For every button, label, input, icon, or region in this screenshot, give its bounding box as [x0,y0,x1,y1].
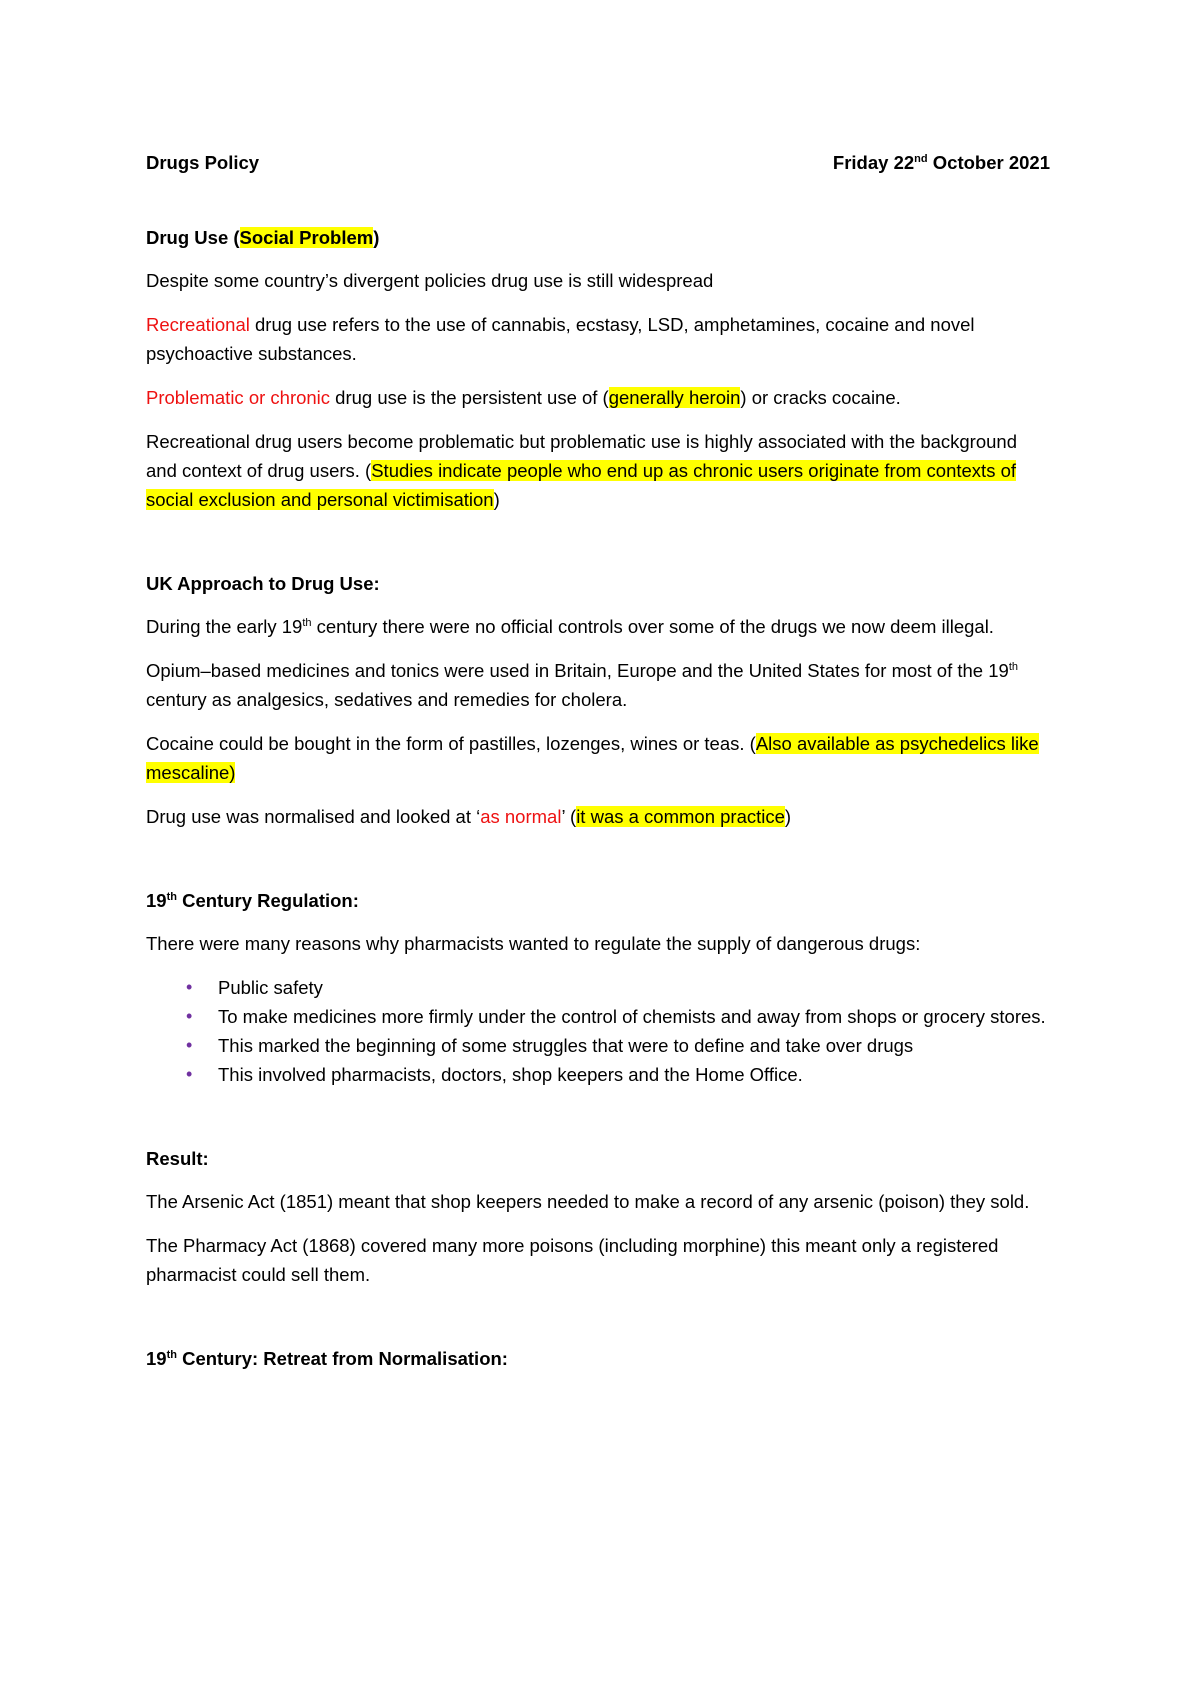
bullet-icon: • [186,1006,193,1026]
red-term: Problematic or chronic [146,387,331,408]
bullet-icon: • [186,1064,193,1084]
paragraph: Drug use was normalised and looked at ‘as normal’ (it was a common practice) [146,806,792,827]
paragraph: Problematic or chronic drug use is the persistent use of (generally heroin) or cracks cocaine. [146,387,901,408]
spacer [146,1304,1050,1344]
section-heading-result: Result: [146,1148,209,1169]
highlight: Social Problem [239,227,374,248]
paragraph: The Pharmacy Act (1868) covered many more poisons (including morphine) this meant only a registered pharmacist could sell them. [146,1235,999,1285]
spacer [146,529,1050,569]
bullet-list [146,973,1050,1089]
section-heading-regulation: 19th Century Regulation: [146,890,359,911]
spacer [146,1104,1050,1144]
bullet-icon: • [186,1035,193,1055]
document-header [146,148,1050,177]
red-term: as normal [480,806,562,827]
list-item: • Public safety [146,973,1050,1002]
list-item: • To make medicines more firmly under the control of chemists and away from shops or grocery stores. [146,1002,1050,1031]
red-term: Recreational [146,314,250,335]
document-date: Friday 22nd October 2021 [832,152,1050,173]
document-title: Drugs Policy [146,152,260,173]
highlight: generally heroin [608,387,741,408]
section-heading-retreat: 19th Century: Retreat from Normalisation: [146,1348,508,1369]
highlight: Studies indicate people who end up as chronic users originate from contexts of social exclusion and personal victimisation [146,460,1017,510]
highlight: Also available as psychedelics like mescaline) [146,733,1039,783]
paragraph: Recreational drug use refers to the use of cannabis, ecstasy, LSD, amphetamines, cocaine and novel psychoactive substances. [146,314,975,364]
bullet-icon: • [186,977,193,997]
list-item: • This involved pharmacists, doctors, shop keepers and the Home Office. [146,1060,1050,1089]
paragraph: Cocaine could be bought in the form of pastilles, lozenges, wines or teas. (Also available as psychedelics like mescaline) [146,733,1039,783]
section-heading-uk-approach: UK Approach to Drug Use: [146,573,380,594]
paragraph: Despite some country’s divergent policies drug use is still widespread [146,270,714,291]
paragraph: There were many reasons why pharmacists wanted to regulate the supply of dangerous drugs: [146,933,921,954]
highlight: it was a common practice [576,806,785,827]
paragraph: During the early 19th century there were no official controls over some of the drugs we now deem illegal. [146,616,994,637]
paragraph: Recreational drug users become problematic but problematic use is highly associated with the background and context of drug users. (Studies indicate people who end up as chronic users originate from contexts of social exclusion and personal victimisation) [146,431,1017,510]
section-heading-drug-use: Drug Use (Social Problem) [146,227,380,248]
paragraph: Opium–based medicines and tonics were used in Britain, Europe and the United States for most of the 19th century as analgesics, sedatives and remedies for cholera. [146,660,1018,710]
list-item: • This marked the beginning of some struggles that were to define and take over drugs [146,1031,1050,1060]
paragraph: The Arsenic Act (1851) meant that shop keepers needed to make a record of any arsenic (poison) they sold. [146,1191,1030,1212]
spacer [146,846,1050,886]
